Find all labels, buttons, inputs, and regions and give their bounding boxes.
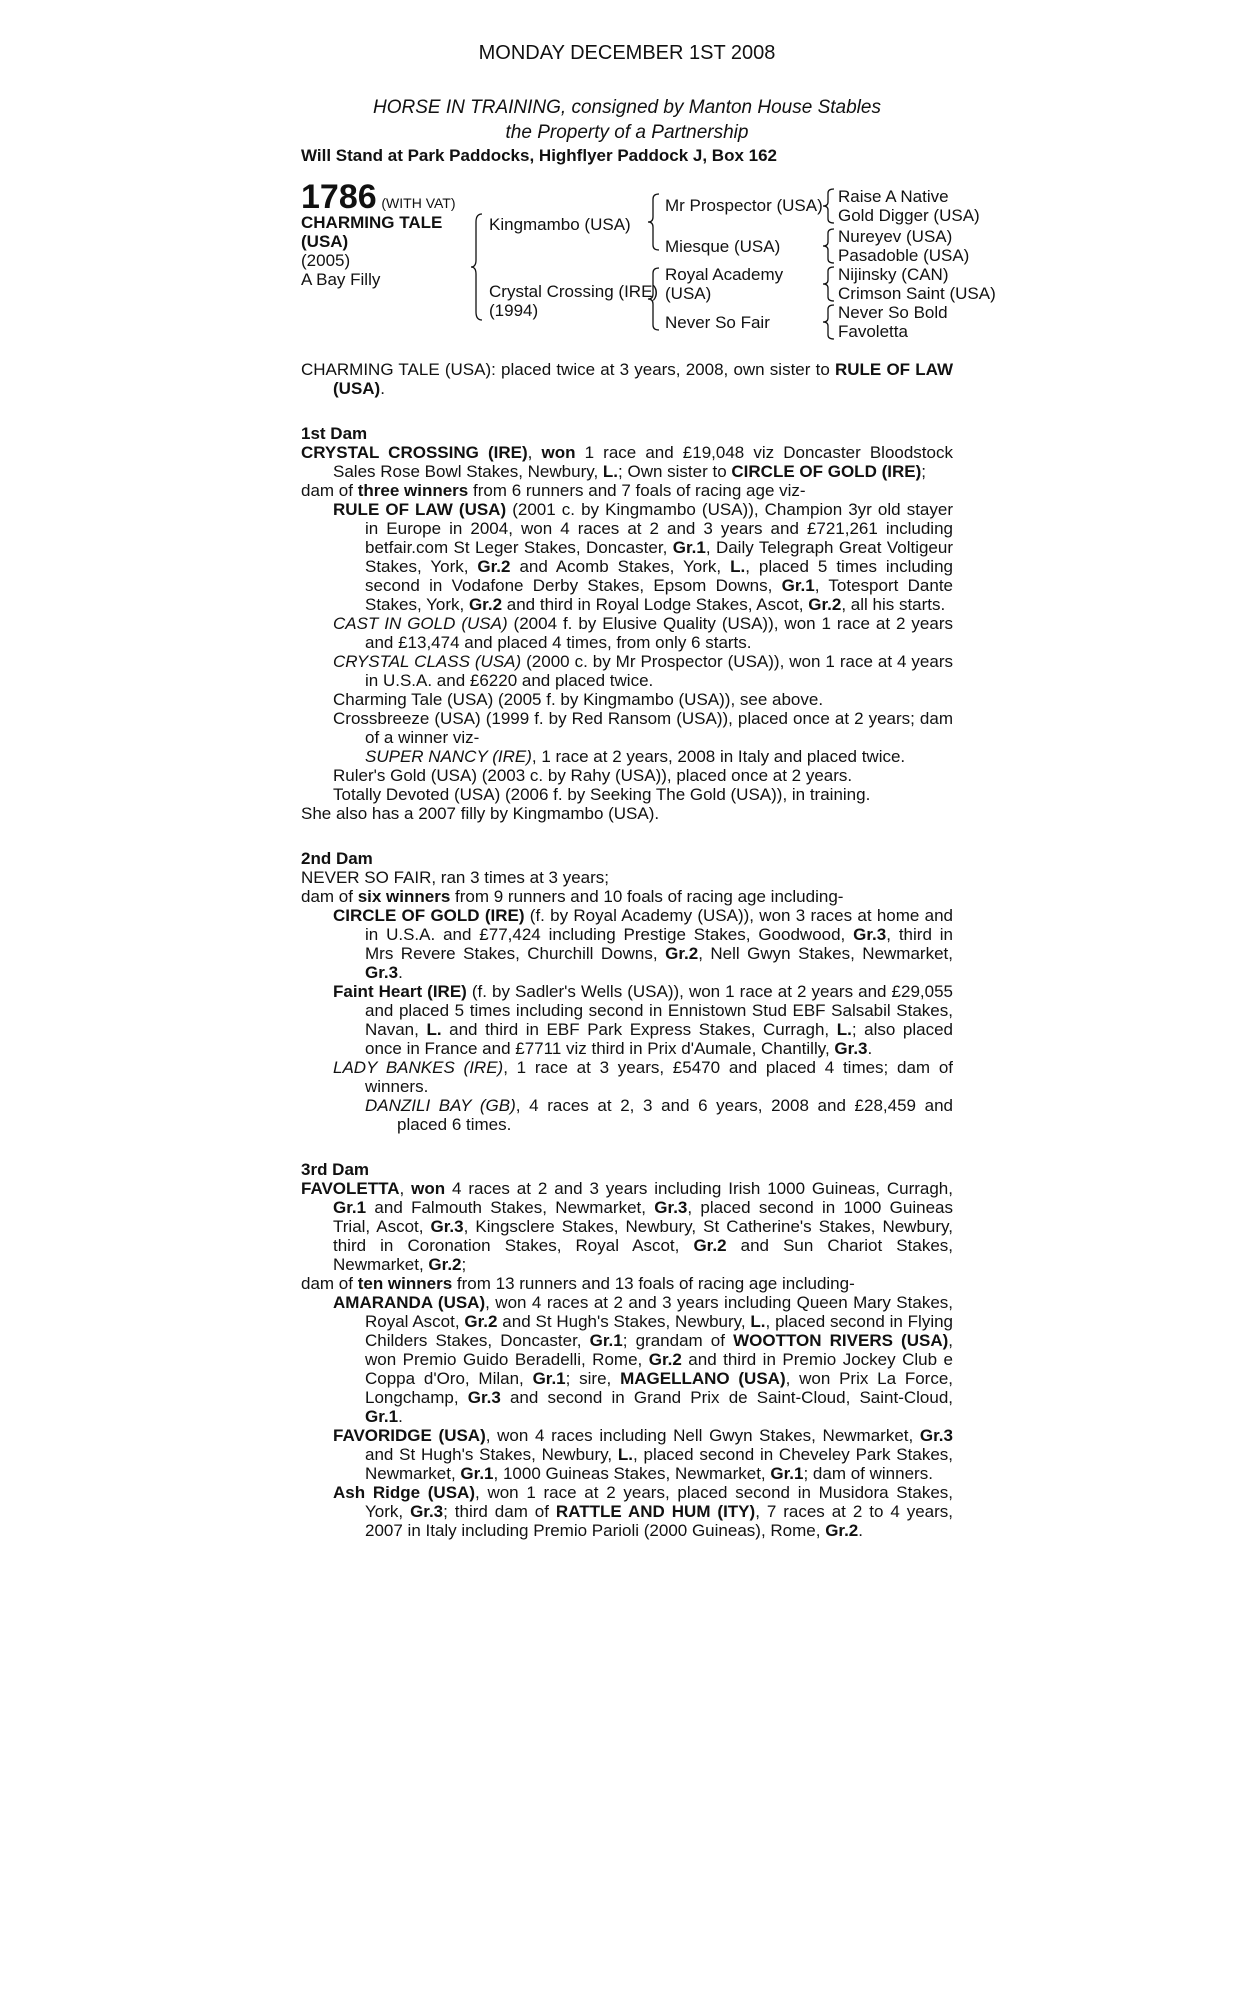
catalogue-body [301, 360, 953, 1540]
pedigree-sire-dam: Miesque (USA) [665, 237, 781, 256]
produce-sub-entry: DANZILI BAY (GB), 4 races at 2, 3 and 6 years, 2008 and £28,459 and placed 6 times. [365, 1096, 953, 1134]
pedigree-ddd: Favoletta [838, 322, 908, 341]
first-dam-summary: CRYSTAL CROSSING (IRE), won 1 race and £19,048 viz Doncaster Bloodstock Sales Rose Bowl Stakes, Newbury, L.; Own sister to CIRCLE OF GOLD (IRE); [301, 443, 953, 481]
third-dam-summary: FAVOLETTA, won 4 races at 2 and 3 years including Irish 1000 Guineas, Curragh, Gr.1 and Falmouth Stakes, Newmarket, Gr.3, placed second in 1000 Guineas Trial, Ascot, Gr.3, Kingsclere Stakes, Newbury, St Catherine's Stakes, Newbury, third in Coronation Stakes, Royal Ascot, Gr.2 and Sun Chariot Stakes, Newmarket, Gr.2; [301, 1179, 953, 1274]
pedigree-sire: Kingmambo (USA) [489, 215, 631, 234]
produce-note: She also has a 2007 filly by Kingmambo (USA). [301, 804, 660, 823]
second-dam-summary: NEVER SO FAIR, ran 3 times at 3 years; [301, 868, 609, 887]
pedigree-dds: Never So Bold [838, 303, 948, 322]
produce-entry: Faint Heart (IRE) (f. by Sadler's Wells (USA)), won 1 race at 2 years and £29,055 and placed 5 times including second in Ennistown Stud EBF Salsabil Stakes, Navan, L. and third in EBF Park Express Stakes, Curragh, L.; also placed once in France and £7711 viz third in Prix d'Aumale, Chantilly, Gr.3. [333, 982, 954, 1058]
pedigree-dam-sire-country: (USA) [665, 284, 712, 303]
consignor-line: HORSE IN TRAINING, consigned by Manton House Stables [373, 97, 881, 118]
produce-entry: Ruler's Gold (USA) (2003 c. by Rahy (USA)), placed once at 2 years. [333, 766, 853, 785]
produce-sub-entry: SUPER NANCY (IRE), 1 race at 2 years, 2008 in Italy and placed twice. [365, 747, 906, 766]
lot-number: 1786 [301, 178, 377, 216]
pedigree-bracket-7 [822, 303, 836, 341]
pedigree-bracket-1 [470, 212, 484, 322]
horse-name: CHARMING TALE [301, 213, 443, 232]
pedigree-sds: Nureyev (USA) [838, 227, 953, 246]
horse-country: (USA) [301, 232, 349, 251]
third-dam-heading: 3rd Dam [301, 1160, 370, 1179]
horse-description: A Bay Filly [301, 270, 381, 289]
vat-note: (WITH VAT) [381, 195, 456, 211]
second-dam-produce-summary: dam of six winners from 9 runners and 10 foals of racing age including- [301, 887, 844, 906]
produce-entry: Ash Ridge (USA), won 1 race at 2 years, placed second in Musidora Stakes, York, Gr.3; third dam of RATTLE AND HUM (ITY), 7 races at 2 to 4 years, 2007 in Italy including Premio Parioli (2000 Guineas), Rome, Gr.2. [333, 1483, 954, 1540]
produce-entry: CIRCLE OF GOLD (IRE) (f. by Royal Academy (USA)), won 3 races at home and in U.S.A. and £77,424 including Prestige Stakes, Goodwood, Gr.3, third in Mrs Revere Stakes, Churchill Downs, Gr.2, Nell Gwyn Stakes, Newmarket, Gr.3. [333, 906, 953, 982]
pedigree-bracket-3 [647, 266, 661, 332]
intro-paragraph: CHARMING TALE (USA): placed twice at 3 years, 2008, own sister to RULE OF LAW (USA). [301, 360, 954, 398]
third-dam-produce-summary: dam of ten winners from 13 runners and 13 foals of racing age including- [301, 1274, 855, 1293]
pedigree-dam-dam: Never So Fair [665, 313, 770, 332]
foal-year: (2005) [301, 251, 351, 270]
second-dam-heading: 2nd Dam [301, 849, 373, 868]
produce-entry: AMARANDA (USA), won 4 races at 2 and 3 years including Queen Mary Stakes, Royal Ascot, Gr.2 and St Hugh's Stakes, Newbury, L., placed second in Flying Childers Stakes, Doncaster, Gr.1; grandam of WOOTTON RIVERS (USA), won Premio Guido Beradelli, Rome, Gr.2 and third in Premio Jockey Club e Coppa d'Oro, Milan, Gr.1; sire, MAGELLANO (USA), won Prix La Force, Longchamp, Gr.3 and second in Grand Prix de Saint-Cloud, Saint-Cloud, Gr.1. [333, 1293, 954, 1426]
produce-entry: RULE OF LAW (USA) (2001 c. by Kingmambo (USA)), Champion 3yr old stayer in Europe in 2004, won 4 races at 2 and 3 years and £721,261 including betfair.com St Leger Stakes, Doncaster, Gr.1, Daily Telegraph Great Voltigeur Stakes, York, Gr.2 and Acomb Stakes, York, L., placed 5 times including second in Vodafone Derby Stakes, Epsom Downs, Gr.1, Totesport Dante Stakes, York, Gr.2 and third in Royal Lodge Stakes, Ascot, Gr.2, all his starts. [333, 500, 954, 614]
produce-entry: CAST IN GOLD (USA) (2004 f. by Elusive Quality (USA)), won 1 race at 2 years and £13,474 and placed 4 times, from only 6 starts. [333, 614, 954, 652]
pedigree-sss: Raise A Native [838, 187, 949, 206]
sale-date: MONDAY DECEMBER 1ST 2008 [478, 42, 776, 64]
pedigree-dam-year: (1994) [489, 301, 539, 320]
produce-entry: FAVORIDGE (USA), won 4 races including Nell Gwyn Stakes, Newmarket, Gr.3 and St Hugh's Stakes, Newbury, L., placed second in Cheveley Park Stakes, Newmarket, Gr.1, 1000 Guineas Stakes, Newmarket, Gr.1; dam of winners. [333, 1426, 953, 1483]
pedigree-dam-sire: Royal Academy [665, 265, 784, 284]
first-dam-heading: 1st Dam [301, 424, 368, 443]
pedigree-bracket-4 [822, 187, 836, 225]
pedigree-bracket-5 [822, 227, 836, 265]
produce-entry: Totally Devoted (USA) (2006 f. by Seeking The Gold (USA)), in training. [333, 785, 871, 804]
produce-entry: Charming Tale (USA) (2005 f. by Kingmambo (USA)), see above. [333, 690, 824, 709]
pedigree-bracket-6 [822, 265, 836, 303]
pedigree-dss: Nijinsky (CAN) [838, 265, 949, 284]
first-dam-produce-summary: dam of three winners from 6 runners and 7 foals of racing age viz- [301, 481, 806, 500]
pedigree-sdd: Pasadoble (USA) [838, 246, 970, 265]
produce-entry: Crossbreeze (USA) (1999 f. by Red Ransom (USA)), placed once at 2 years; dam of a winner viz- [333, 709, 953, 747]
property-line: the Property of a Partnership [505, 122, 749, 143]
pedigree-ssd: Gold Digger (USA) [838, 206, 980, 225]
lot-info [301, 178, 456, 289]
pedigree-bracket-2 [647, 192, 661, 252]
pedigree-sire-sire: Mr Prospector (USA) [665, 196, 823, 215]
pedigree-dsd: Crimson Saint (USA) [838, 284, 996, 303]
produce-entry: CRYSTAL CLASS (USA) (2000 c. by Mr Prospector (USA)), won 1 race at 4 years in U.S.A. and £6220 and placed twice. [333, 652, 953, 690]
stand-location: Will Stand at Park Paddocks, Highflyer Paddock J, Box 162 [301, 146, 777, 165]
produce-entry: LADY BANKES (IRE), 1 race at 3 years, £5470 and placed 4 times; dam of winners. [333, 1058, 954, 1096]
pedigree-dam: Crystal Crossing (IRE) [489, 282, 659, 301]
